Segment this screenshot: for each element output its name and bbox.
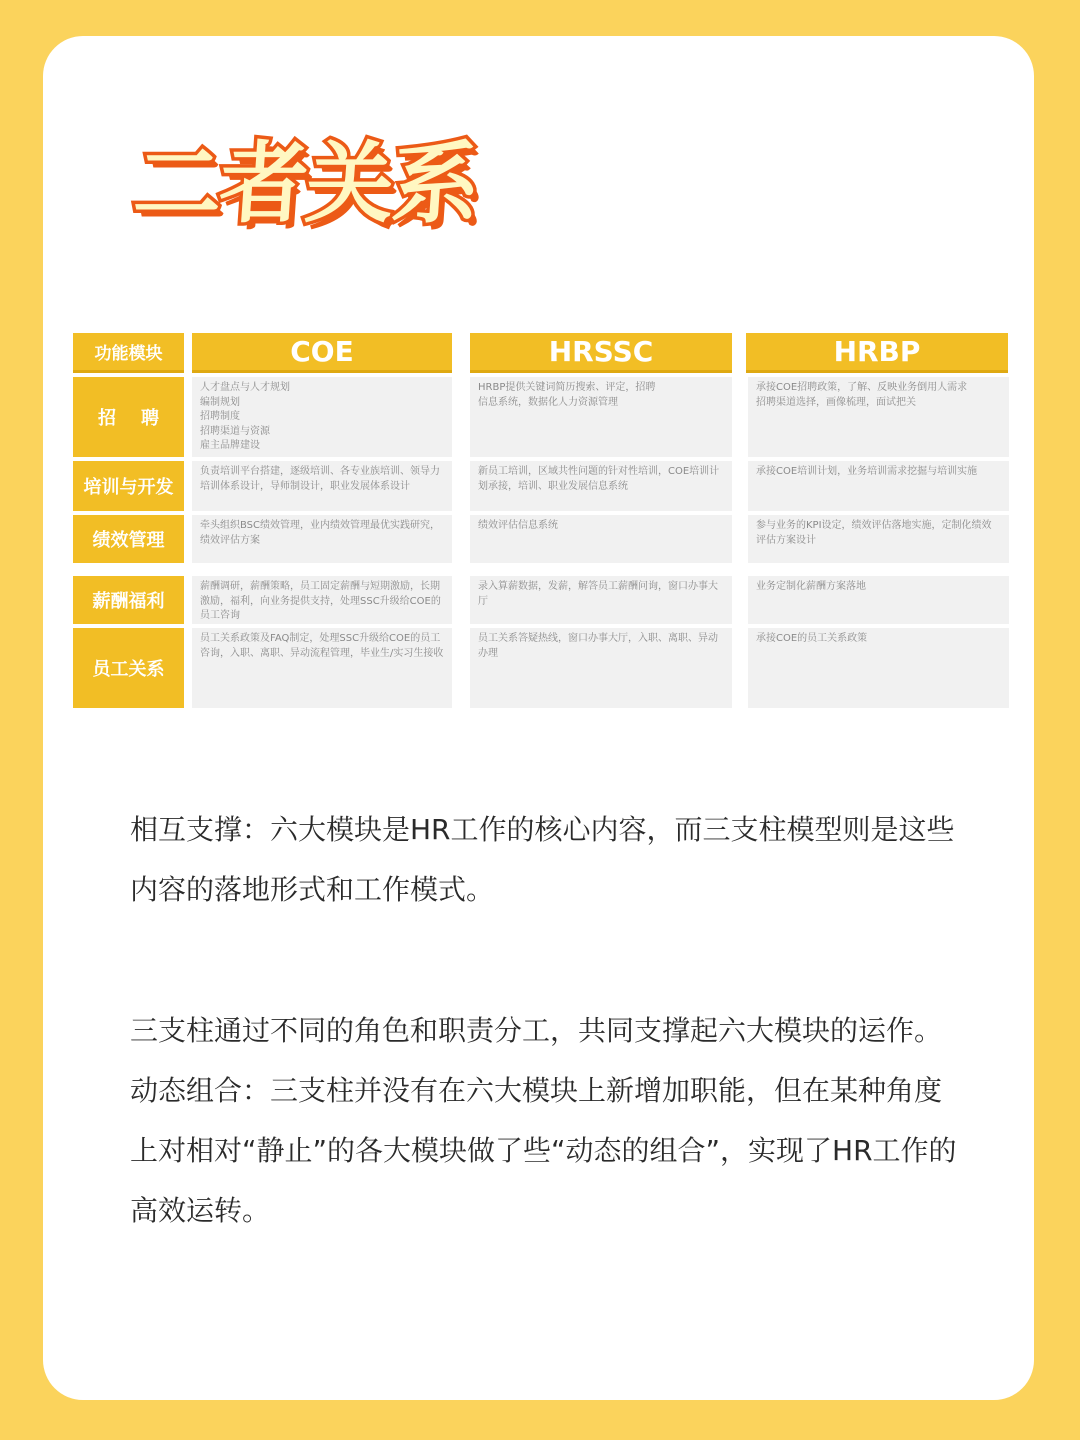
cell-recruitment-hrssc: HRBP提供关键词简历搜索、评定，招聘 信息系统，数据化人力资源管理 (470, 377, 732, 457)
cell-employee-relations-hrbp: 承接COE的员工关系政策 (748, 628, 1009, 708)
cell-compensation-coe: 薪酬调研，薪酬策略，员工固定薪酬与短期激励，长期激励，福利，向业务提供支持，处理SSC升级给COE的员工咨询 (192, 576, 452, 624)
cell-recruitment-coe: 人才盘点与人才规划 编制规划 招聘制度 招聘渠道与资源 雇主品牌建设 (192, 377, 452, 457)
row-label-training: 培训与开发 (73, 461, 184, 511)
table-header-coe: COE (192, 333, 452, 373)
page-title: 二者关系 (130, 132, 482, 235)
cell-recruitment-hrbp: 承接COE招聘政策，了解、反映业务倒用人需求 招聘渠道选择，画像梳理，面试把关 (748, 377, 1009, 457)
paragraph-dynamic-combination: 三支柱通过不同的角色和职责分工，共同支撑起六大模块的运作。动态组合：三支柱并没有在六大模块上新增加职能，但在某种角度上对相对“静止”的各大模块做了些“动态的组合”，实现了HR工作的高效运转。 (130, 1014, 957, 1227)
cell-performance-hrssc: 绩效评估信息系统 (470, 515, 732, 563)
table-header-hrssc: HRSSC (470, 333, 732, 373)
cell-training-hrbp: 承接COE培训计划，业务培训需求挖掘与培训实施 (748, 461, 1009, 511)
cell-performance-coe: 牵头组织BSC绩效管理，业内绩效管理最优实践研究，绩效评估方案 (192, 515, 452, 563)
row-label-performance: 绩效管理 (73, 515, 184, 563)
table-header-hrbp: HRBP (746, 333, 1008, 373)
cell-compensation-hrssc: 录入算薪数据，发薪，解答员工薪酬问询，窗口办事大厅 (470, 576, 732, 624)
cell-employee-relations-coe: 员工关系政策及FAQ制定，处理SSC升级给COE的员工咨询，入职、离职、异动流程管理，毕业生/实习生接收 (192, 628, 452, 708)
cell-performance-hrbp: 参与业务的KPI设定，绩效评估落地实施，定制化绩效评估方案设计 (748, 515, 1009, 563)
cell-training-coe: 负责培训平台搭建，逐级培训、各专业族培训、领导力培训体系设计，导师制设计，职业发展体系设计 (192, 461, 452, 511)
cell-compensation-hrbp: 业务定制化薪酬方案落地 (748, 576, 1009, 624)
row-label-employee-relations: 员工关系 (73, 628, 184, 708)
row-label-recruitment: 招 聘 (73, 377, 184, 457)
paragraph-mutual-support: 相互支撑：六大模块是HR工作的核心内容，而三支柱模型则是这些内容的落地形式和工作模式。 (130, 813, 955, 906)
table-header-module: 功能模块 (73, 333, 184, 373)
cell-training-hrssc: 新员工培训，区域共性问题的针对性培训，COE培训计划承接，培训、职业发展信息系统 (470, 461, 732, 511)
cell-employee-relations-hrssc: 员工关系答疑热线，窗口办事大厅，入职、离职、异动办理 (470, 628, 732, 708)
row-label-compensation: 薪酬福利 (73, 576, 184, 624)
